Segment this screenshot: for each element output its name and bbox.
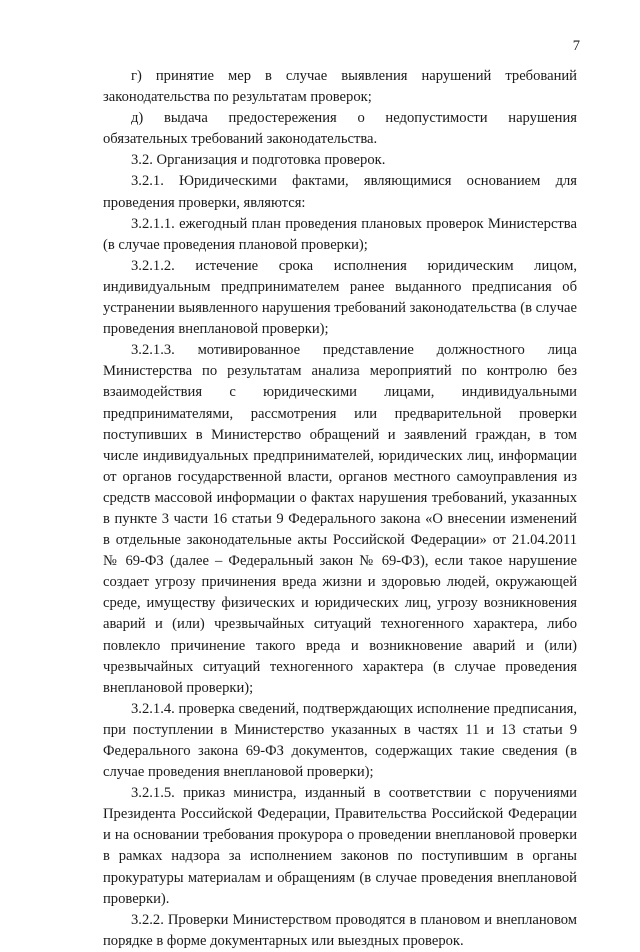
document-body (103, 66, 577, 952)
page-number: 7 (572, 38, 580, 54)
paragraph-3-2-2: 3.2.2. Проверки Министерством проводятся в плановом и внеплановом порядке в форме документарных или выездных проверок. (103, 911, 577, 949)
paragraph-g: г) принятие мер в случае выявления нарушений требований законодательства по результатам проверок; (103, 68, 577, 106)
paragraph-3-2-1-4: 3.2.1.4. проверка сведений, подтверждающих исполнение предписания, при поступлении в Министерство указанных в частях 11 и 13 статьи 9 Федерального закона 69-ФЗ документов, содержащих такие сведения (в случае проведения внеплановой проверки); (103, 700, 577, 781)
paragraph-3-2: 3.2. Организация и подготовка проверок. (131, 152, 386, 169)
paragraph-3-2-1-3: 3.2.1.3. мотивированное представление должностного лица Министерства по результатам анализа мероприятий по контролю без взаимодействия с юридическими лицами, индивидуальными предпринимателями, рассмотрения или предварительной проверки поступивших в Министерство обращений и заявлений граждан, в том числе индивидуальных предпринимателей, юридических лиц, информации от органов государственной власти, органов местного самоуправления из средств массовой информации о фактах нарушения требований, указанных в пункте 3 части 16 статьи 9 Федерального закона «О внесении изменений в отдельные законодательные акты Российской Федерации» от 21.04.2011 № 69-ФЗ (далее – Федеральный закон № 69-ФЗ), если такое нарушение создает угрозу причинения вреда жизни и здоровью людей, окружающей среде, имуществу физических и юридических лиц, угрозу возникновения аварий и (или) чрезвычайных ситуаций техногенного характера, либо повлекло причинение такого вреда и возникновение аварий и (или) чрезвычайных ситуаций техногенного характера (в случае проведения внеплановой проверки); (103, 342, 577, 696)
paragraph-3-2-1: 3.2.1. Юридическими фактами, являющимися основанием для проведения проверки, являются: (103, 173, 577, 211)
paragraph-3-2-1-2: 3.2.1.2. истечение срока исполнения юридическим лицом, индивидуальным предпринимателем ранее выданного предписания об устранении выявленного нарушения требований законодательства (в случае проведения внеплановой проверки); (103, 257, 577, 338)
paragraph-d: д) выдача предостережения о недопустимости нарушения обязательных требований законодательства. (103, 110, 577, 148)
paragraph-3-2-1-5: 3.2.1.5. приказ министра, изданный в соответствии с поручениями Президента Российской Федерации, Правительства Российской Федерации и на основании требования прокурора о проведении внеплановой проверки в рамках надзора за исполнением законов по поступившим в органы прокуратуры материалам и обращениям (в случае проведения внеплановой проверки). (103, 785, 577, 907)
paragraph-3-2-1-1: 3.2.1.1. ежегодный план проведения плановых проверок Министерства (в случае проведения плановой проверки); (103, 215, 577, 253)
